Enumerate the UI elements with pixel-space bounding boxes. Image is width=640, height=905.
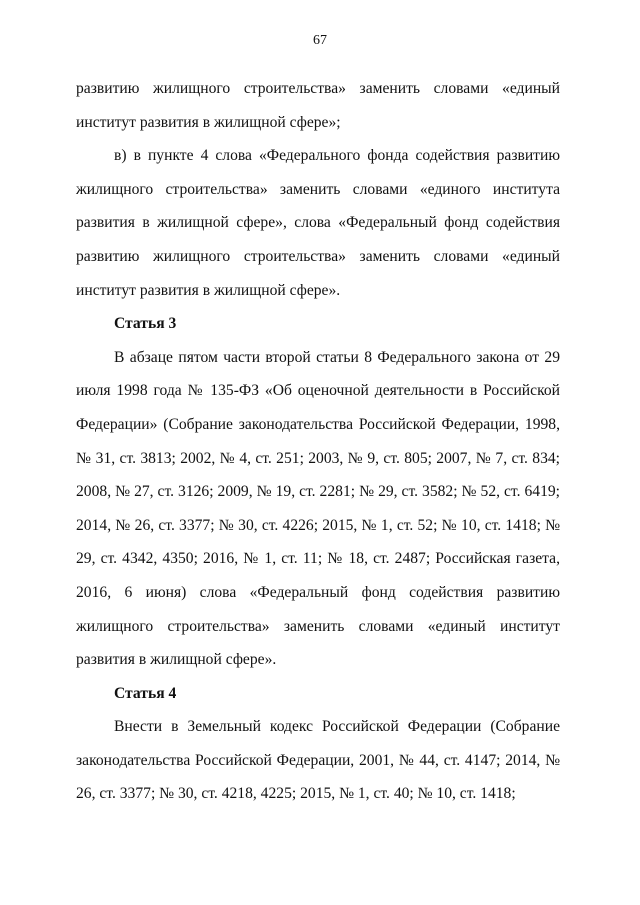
paragraph-article-3: В абзаце пятом части второй статьи 8 Федерального закона от 29 июля 1998 года № 135-ФЗ «Об оценочной деятельности в Российской Федерации» (Собрание законодательства Российской Федерации, 1998, № 31, ст. 3813; 2002, № 4, ст. 251; 2003, № 9, ст. 805; 2007, № 7, ст. 834; 2008, № 27, ст. 3126; 2009, № 19, ст. 2281; № 29, ст. 3582; № 52, ст. 6419; 2014, № 26, ст. 3377; № 30, ст. 4226; 2015, № 1, ст. 52; № 10, ст. 1418; № 29, ст. 4342, 4350; 2016, № 1, ст. 11; № 18, ст. 2487; Российская газета, 2016, 6 июня) слова «Федеральный фонд содействия развитию жилищного строительства» заменить словами «единый институт развития в жилищной сфере». [76, 348, 560, 669]
paragraph-item-v: в) в пункте 4 слова «Федерального фонда содействия развитию жилищного строительства» заменить словами «единого института развития в жилищной сфере», слова «Федеральный фонд содействия развитию жилищного строительства» заменить словами «единый институт развития в жилищной сфере». [76, 147, 560, 299]
paragraph-continuation: развитию жилищного строительства» заменить словами «единый институт развития в жилищной сфере»; [76, 80, 560, 131]
article-heading-4: Статья 4 [114, 684, 177, 702]
document-body [76, 72, 560, 811]
paragraph-article-4: Внести в Земельный кодекс Российской Федерации (Собрание законодательства Российской Федерации, 2001, № 44, ст. 4147; 2014, № 26, ст. 3377; № 30, ст. 4218, 4225; 2015, № 1, ст. 40; № 10, ст. 1418; [76, 718, 560, 803]
article-heading-3: Статья 3 [114, 315, 177, 333]
page-number: 67 [313, 33, 327, 48]
